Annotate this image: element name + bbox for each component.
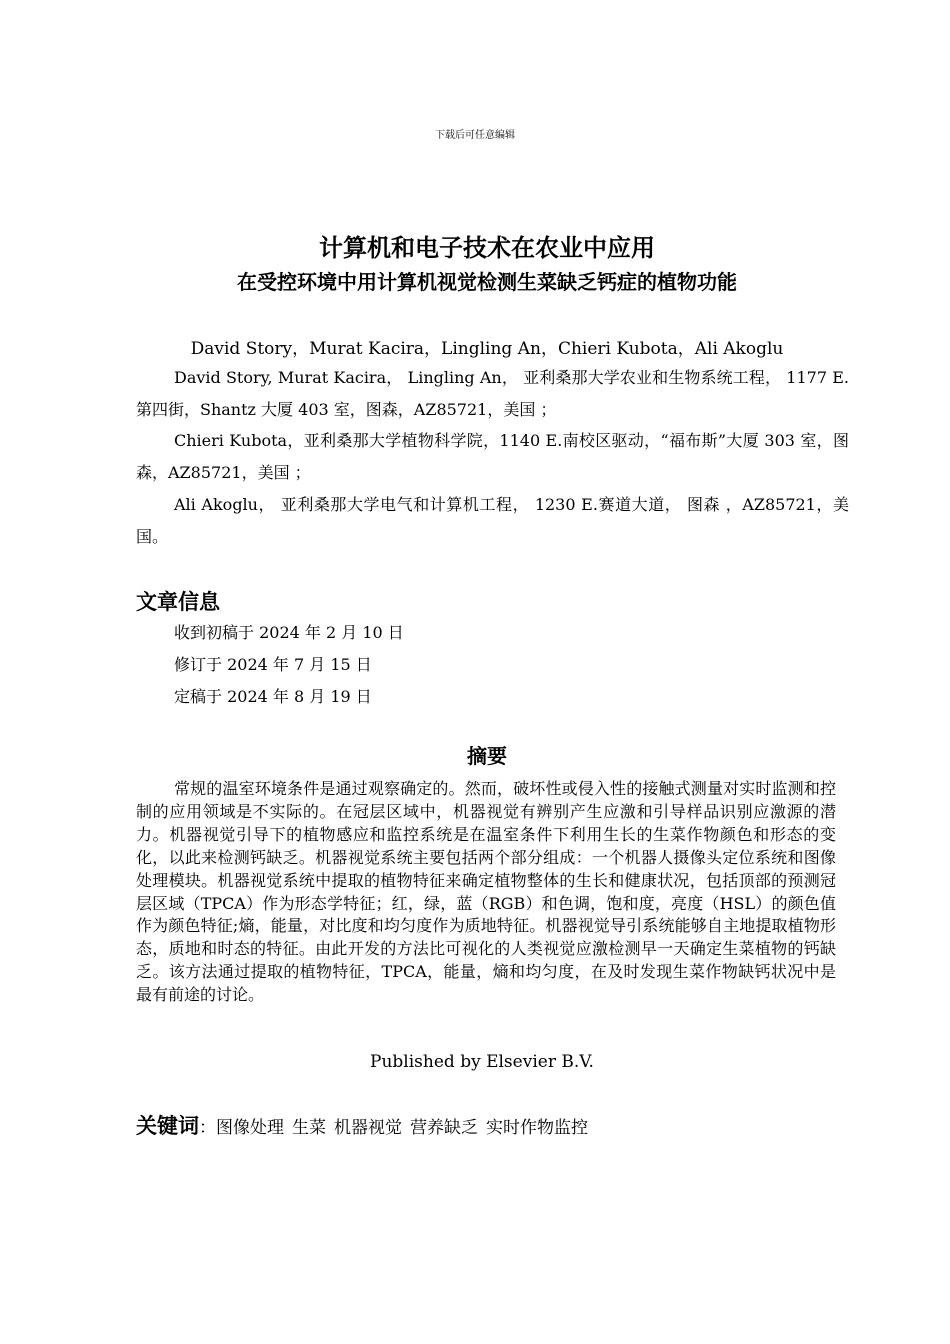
keywords-label: 关键词 (136, 1114, 199, 1138)
accepted-date: 定稿于 2024 年 8 月 19 日 (174, 687, 372, 706)
publisher-line: Published by Elsevier B.V. (370, 1052, 594, 1072)
keyword: 机器视觉 (334, 1118, 402, 1138)
author-list: David Story，Murat Kacira，Lingling An，Chieri Kubota，Ali Akoglu (190, 339, 784, 359)
header-note: 下载后可任意编辑 (435, 130, 515, 141)
received-date: 收到初稿于 2024 年 2 月 10 日 (174, 623, 404, 642)
keywords-separator: ： (199, 1118, 216, 1138)
journal-title: 计算机和电子技术在农业中应用 (319, 234, 655, 262)
keywords (136, 1110, 596, 1140)
keyword: 实时作物监控 (486, 1118, 588, 1138)
revised-date: 修订于 2024 年 7 月 15 日 (174, 655, 372, 674)
affiliation-1: David Story, Murat Kacira， Lingling An， 亚利桑那大学农业和生物系统工程， 1177 E.第四街，Shantz 大厦 403 室，图森，AZ85721，美国 ； (136, 368, 849, 419)
keyword: 生菜 (292, 1118, 326, 1138)
abstract-heading: 摘要 (467, 744, 507, 768)
paper-title: 在受控环境中用计算机视觉检测生菜缺乏钙症的植物功能 (237, 270, 737, 294)
article-info-heading: 文章信息 (136, 590, 220, 614)
keyword: 图像处理 (216, 1118, 284, 1138)
abstract-text: 常规的温室环境条件是通过观察确定的。然而，破坏性或侵入性的接触式测量对实时监测和控制的应用领域是不实际的。在冠层区域中，机器视觉有辨别产生应激和引导样品识别应激源的潜力。机器视觉引导下的植物感应和监控系统是在温室条件下利用生长的生菜作物颜色和形态的变化，以此来检测钙缺乏。机器视觉系统主要包括两个部分组成：一个机器人摄像头定位系统和图像处理模块。机器视觉系统中提取的植物特征来确定植物整体的生长和健康状况，包括顶部的预测冠层区域（TPCA）作为形态学特征；红，绿，蓝（RGB）和色调，饱和度，亮度（HSL）的颜色值作为颜色特征;熵，能量，对比度和均匀度作为质地特征。机器视觉导引系统能够自主地提取植物形态，质地和时态的特征。由此开发的方法比可视化的人类视觉应激检测早一天确定生菜植物的钙缺乏。该方法通过提取的植物特征，TPCA，能量，熵和均匀度，在及时发现生菜作物缺钙状况中是最有前途的讨论。 (136, 779, 836, 1005)
keyword: 营养缺乏 (410, 1118, 478, 1138)
affiliation-3: Ali Akoglu， 亚利桑那大学电气和计算机工程， 1230 E.赛道大道， 图森 ，AZ85721，美国。 (136, 495, 849, 546)
affiliation-2: Chieri Kubota，亚利桑那大学植物科学院，1140 E.南校区驱动，“福布斯”大厦 303 室，图森，AZ85721，美国 ； (136, 431, 849, 482)
